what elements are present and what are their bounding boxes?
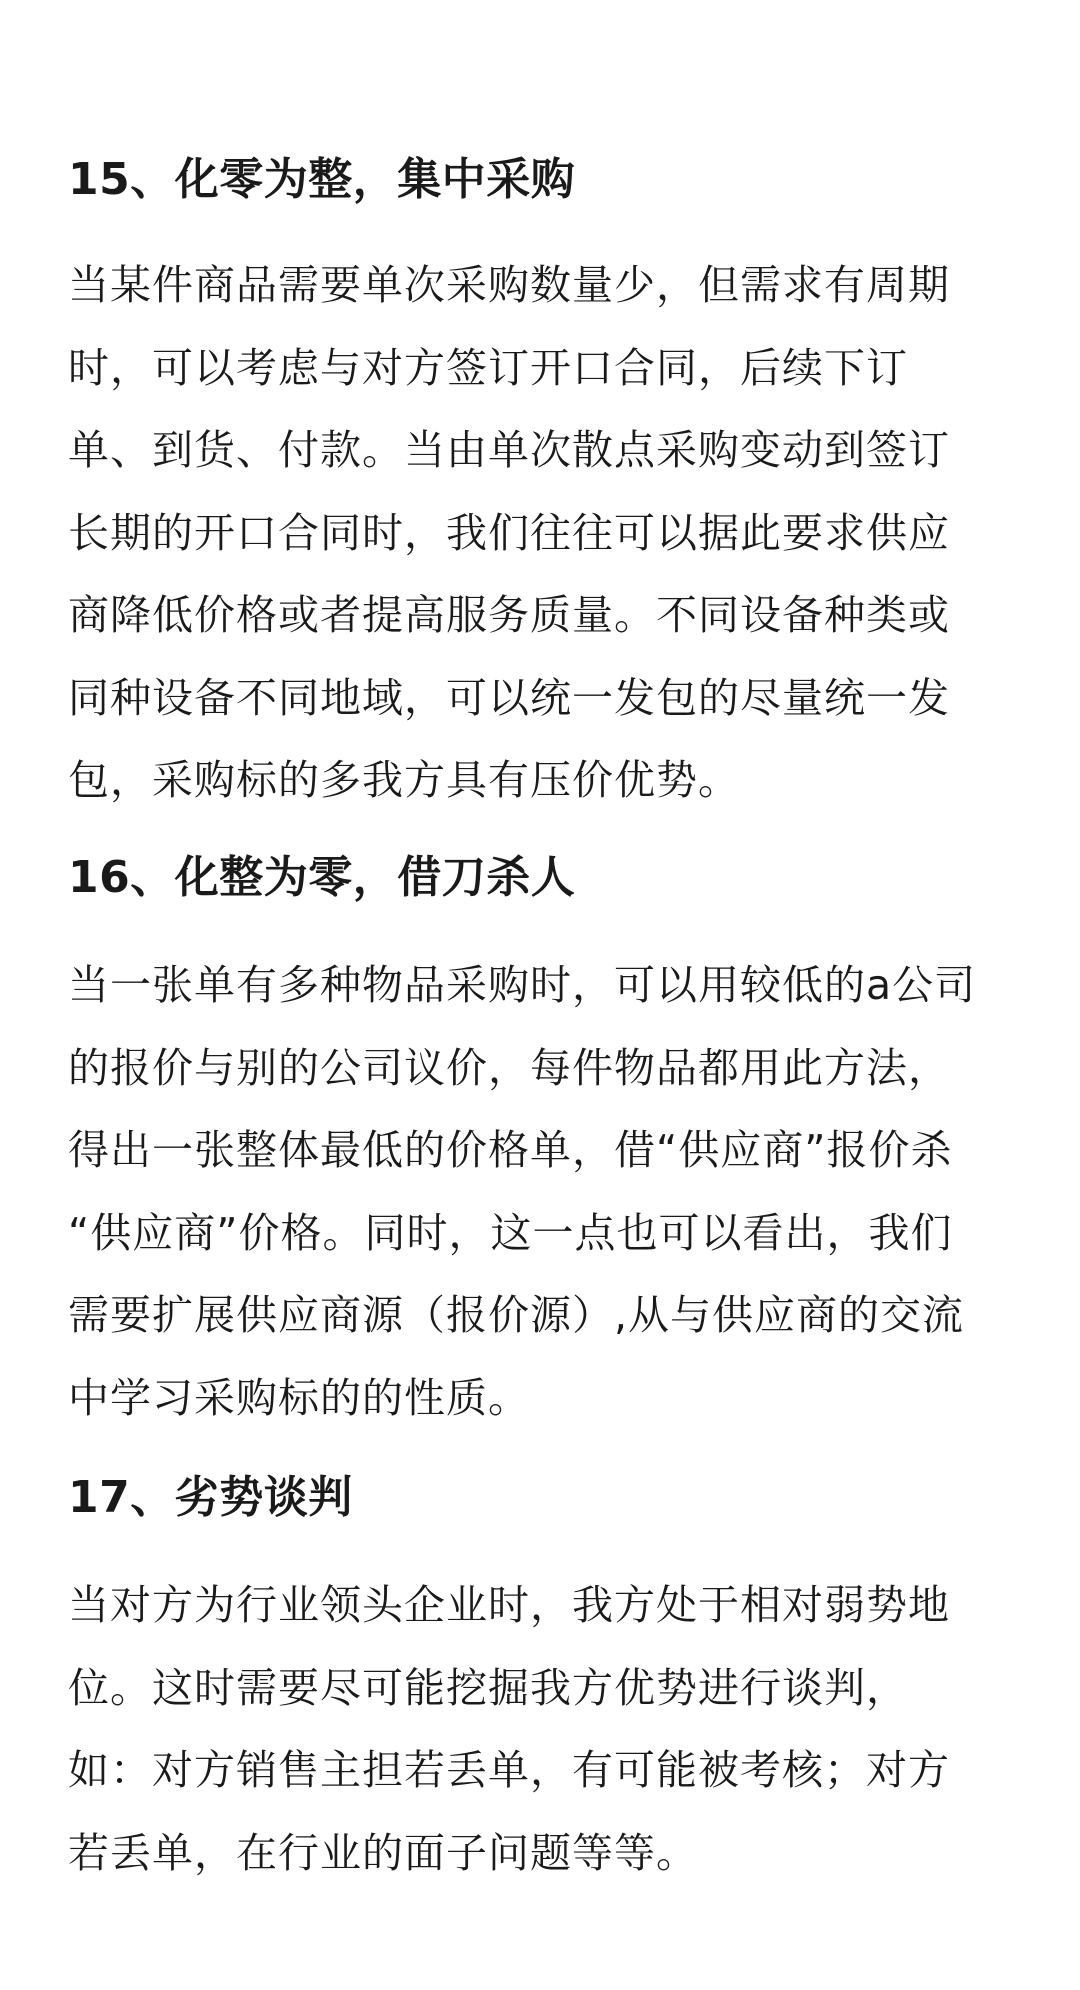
section-paragraph-16 bbox=[68, 944, 1018, 1439]
paragraph-line: 得出一张整体最低的价格单，借“供应商”报价杀 bbox=[68, 1126, 953, 1174]
paragraph-line: 当对方为行业领头企业时，我方处于相对弱势地 bbox=[68, 1581, 950, 1629]
paragraph-line: 需要扩展供应商源（报价源）,从与供应商的交流 bbox=[68, 1291, 965, 1339]
section-heading-15: 15、化零为整，集中采购 bbox=[68, 154, 576, 205]
paragraph-line: “供应商”价格。同时，这一点也可以看出，我们 bbox=[68, 1208, 953, 1257]
paragraph-line: 时，可以考虑与对方签订开口合同，后续下订 bbox=[68, 343, 908, 392]
paragraph-line: 同种设备不同地域，可以统一发包的尽量统一发 bbox=[68, 673, 950, 722]
paragraph-line: 包，采购标的多我方具有压价优势。 bbox=[68, 756, 740, 804]
paragraph-line: 当某件商品需要单次采购数量少，但需求有周期 bbox=[68, 261, 950, 309]
paragraph-line: 中学习采购标的的性质。 bbox=[68, 1373, 530, 1422]
paragraph-line: 商降低价格或者提高服务质量。不同设备种类或 bbox=[68, 591, 950, 639]
section-paragraph-17 bbox=[68, 1564, 1018, 1894]
section-heading-16: 16、化整为零，借刀杀人 bbox=[68, 852, 576, 903]
paragraph-line: 当一张单有多种物品采购时，可以用较低的a公司 bbox=[68, 961, 977, 1009]
paragraph-line: 如：对方销售主担若丢单，有可能被考核；对方 bbox=[68, 1746, 950, 1794]
paragraph-line: 位。这时需要尽可能挖掘我方优势进行谈判， bbox=[68, 1663, 908, 1712]
paragraph-line: 长期的开口合同时，我们往往可以据此要求供应 bbox=[68, 508, 950, 557]
paragraph-line: 若丢单，在行业的面子问题等等。 bbox=[68, 1828, 698, 1877]
section-heading-17: 17、劣势谈判 bbox=[68, 1472, 353, 1523]
section-paragraph-15 bbox=[68, 244, 1018, 822]
paragraph-line: 单、到货、付款。当由单次散点采购变动到签订 bbox=[68, 426, 950, 474]
paragraph-line: 的报价与别的公司议价，每件物品都用此方法， bbox=[68, 1043, 950, 1092]
